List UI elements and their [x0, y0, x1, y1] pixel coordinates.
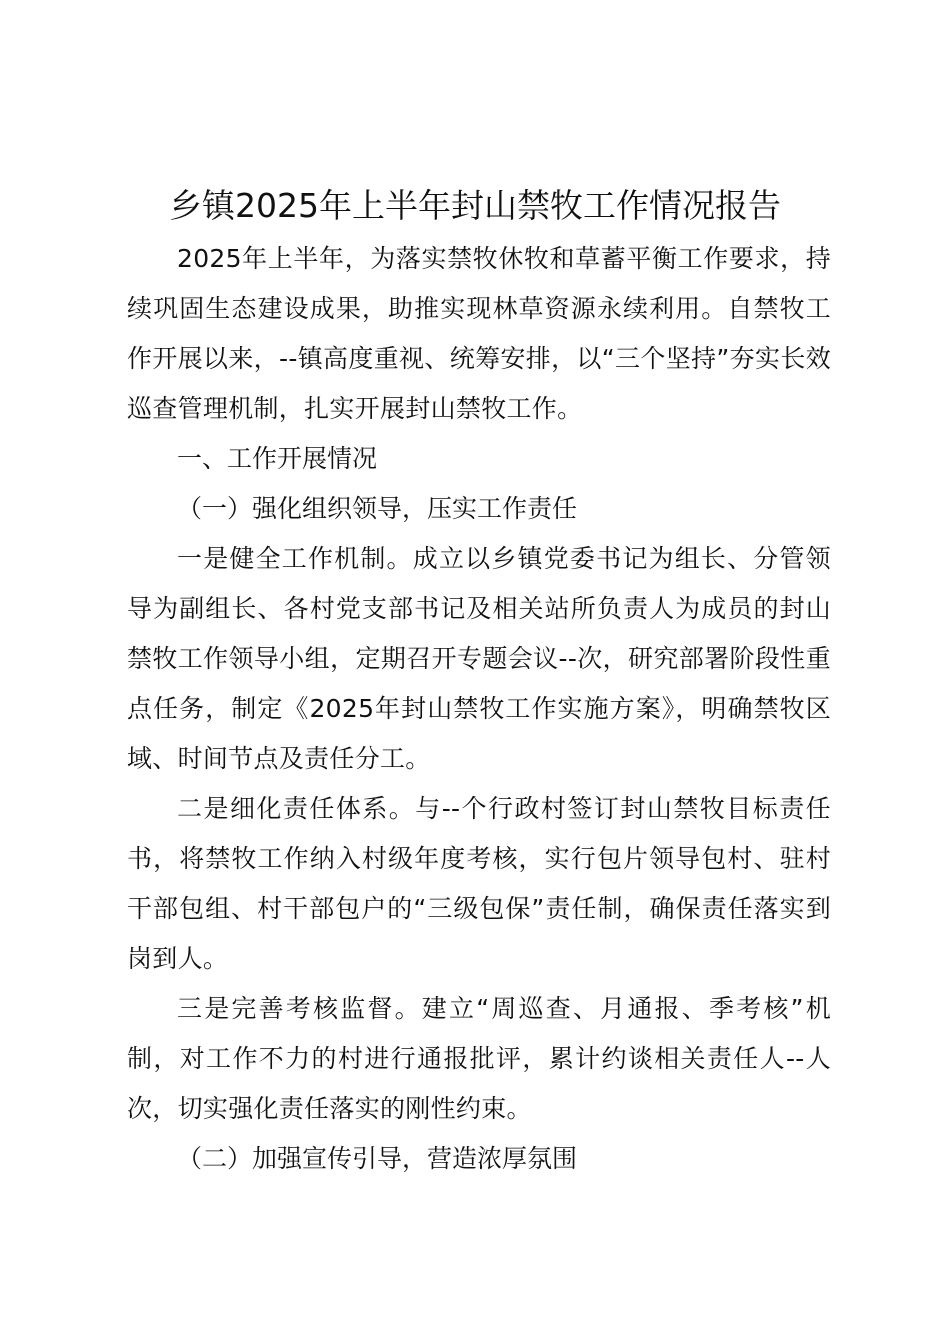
subsection-heading-1: （一）强化组织领导，压实工作责任: [177, 494, 578, 523]
intro-paragraph: 2025年上半年，为落实禁牧休牧和草蓄平衡工作要求，持续巩固生态建设成果，助推实现林草资源永续利用。自禁牧工作开展以来，--镇高度重视、统筹安排，以“三个坚持”夯实长效巡查管理机制，扎实开展封山禁牧工作。: [127, 244, 831, 423]
paragraph-responsibility-system: 二是细化责任体系。与--个行政村签订封山禁牧目标责任书，将禁牧工作纳入村级年度考核，实行包片领导包村、驻村干部包组、村干部包户的“三级包保”责任制，确保责任落实到岗到人。: [127, 794, 831, 973]
document-body: [127, 234, 831, 1184]
paragraph-assessment-supervision: 三是完善考核监督。建立“周巡查、月通报、季考核”机制，对工作不力的村进行通报批评，累计约谈相关责任人--人次，切实强化责任落实的刚性约束。: [127, 994, 831, 1123]
subsection-heading-2: （二）加强宣传引导，营造浓厚氛围: [177, 1144, 578, 1173]
paragraph-work-mechanism: 一是健全工作机制。成立以乡镇党委书记为组长、分管领导为副组长、各村党支部书记及相关站所负责人为成员的封山禁牧工作领导小组，定期召开专题会议--次，研究部署阶段性重点任务，制定《2025年封山禁牧工作实施方案》，明确禁牧区域、时间节点及责任分工。: [127, 544, 831, 773]
section-heading-1: 一、工作开展情况: [177, 444, 378, 473]
document-title: 乡镇2025年上半年封山禁牧工作情况报告: [169, 186, 781, 225]
